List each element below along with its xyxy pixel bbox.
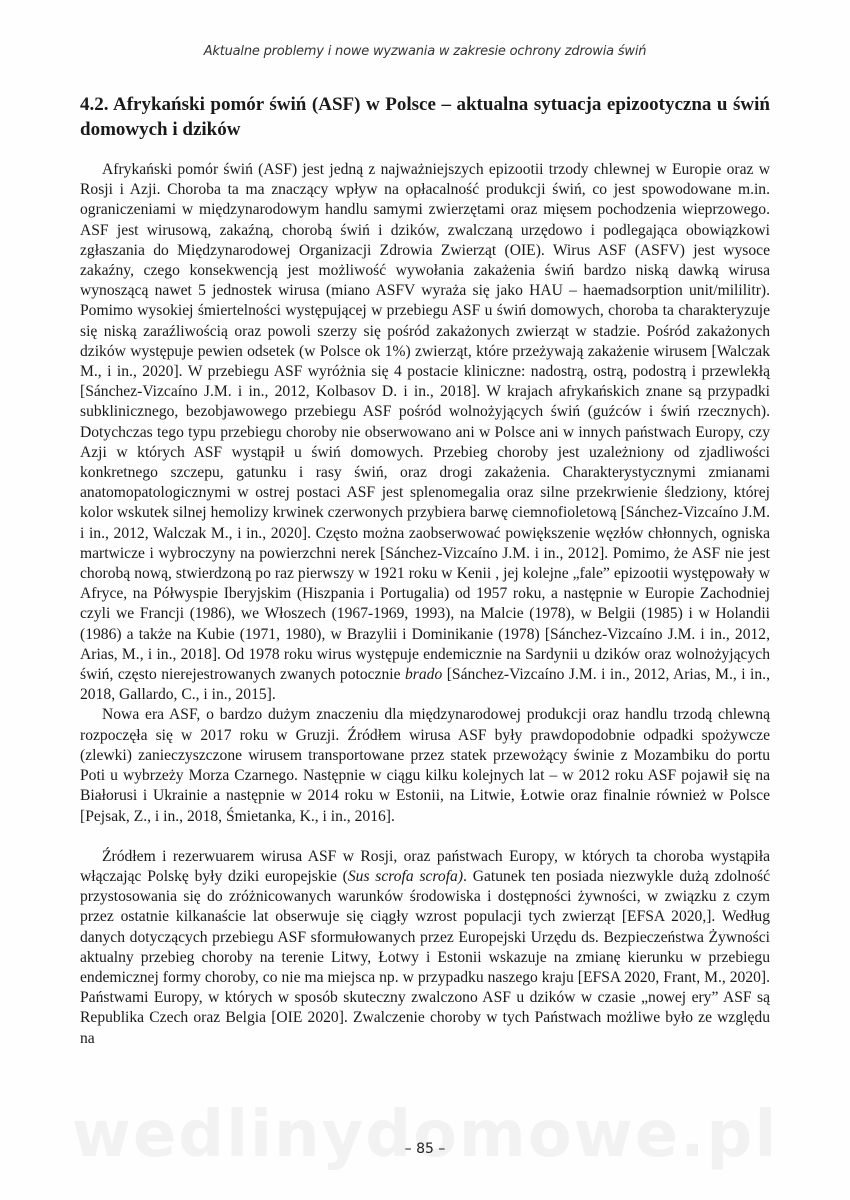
italic-species-name: Sus scrofa scrofa) bbox=[347, 867, 464, 885]
watermark bbox=[0, 1098, 850, 1172]
page-number: – 85 – bbox=[404, 1141, 446, 1157]
page-content bbox=[80, 92, 770, 1049]
paragraph-text: Źródłem i rezerwuarem wirusa ASF w Rosji, oraz państwach Europy, w których ta choroba wystąpiła włączając Polskę były dziki europejskie ( bbox=[80, 847, 770, 885]
paragraph-2 bbox=[80, 705, 770, 826]
section-title: 4.2. Afrykański pomór świń (ASF) w Polsce – aktualna sytuacja epizootyczna u świń domowych i dzików bbox=[80, 94, 770, 140]
italic-term-brado: brado bbox=[405, 666, 443, 684]
paragraph-text: Afrykański pomór świń (ASF) jest jedną z najważniejszych epizootii trzody chlewnej w Europie oraz w Rosji i Azji. Choroba ta ma znaczący wpływ na opłacalność produkcji świń, co jest spowodowane m.in. ograniczeniami w międzynarodowym handlu samymi zwierzętami oraz mięsem pochodzenia wieprzowego. ASF jest wirusową, zakaźną, chorobą świń i dzików, zwalczaną urzędowo i podlegająca obowiązkowi zgłaszania do Międzynarodowej Organizacji Zdrowia Zwierząt (OIE). Wirus ASF (ASFV) jest wysoce zakaźny, czego konsekwencją jest możliwość wywołania zakażenia świń bardzo niską dawką wirusa wynoszącą nawet 5 jednostek wirusa (miano ASFV wyraża się jako HAU – haemadsorption unit/mililitr). Pomimo wysokiej śmiertelności występującej w przebiegu ASF u świń domowych, choroba ta charakteryzuje się niską zaraźliwością oraz powoli szerzy się pośród zakażonych zwierząt w stadzie. Pośród zakażonych dzików występuje pewien odsetek (w Polsce ok 1%) zwierząt, które przeżywają zakażenie wirusem [Walczak M., i in., 2020]. W przebiegu ASF wyróżnia się 4 postacie kliniczne: nadostrą, ostrą, podostrą i przewlekłą [Sánchez-Vizcaíno J.M. i in., 2012, Kolbasov D. i in., 2018]. W krajach afrykańskich znane są przypadki subklinicznego, bezobjawowego przebiegu ASF pośród wolnożyjących świń (guźców i świń rzecznych). Dotychczas tego typu przebiegu choroby nie obserwowano ani w Polsce ani w innych państwach Europy, czy Azji w których ASF wystąpił u świń domowych. Przebieg choroby jest uzależniony od zjadliwości konkretnego szczepu, gatunku i rasy świń, oraz drogi zakażenia. Charakterystycznymi zmianami anatomopatologicznymi w ostrej postaci ASF jest splenomegalia oraz silne przekrwienie śledziony, której kolor wskutek silnej hemolizy krwinek czerwonych przybiera barwę ciemnofioletową [Sánchez-Vizcaíno J.M. i in., 2012, Walczak M., i in., 2020]. Często można zaobserwować powiększenie węzłów chłonnych, ogniska martwicze i wybroczyny na powierzchni nerek [Sánchez-Vizcaíno J.M. i in., 2012]. Pomimo, że ASF nie jest chorobą nową, stwierdzoną po raz pierwszy w 1921 roku w Kenii , jej kolejne „fale” epizootii występowały w Afryce, na Półwyspie Iberyjskim (Hiszpania i Portugalia) od 1957 roku, a następnie w Europie Zachodniej czyli we Francji (1986), we Włoszech (1967-1969, 1993), na Malcie (1978), w Belgii (1985) i w Holandii (1986) a także na Kubie (1971, 1980), w Brazylii i Dominikanie (1978) [Sánchez-Vizcaíno J.M. i in., 2012, Arias, M., i in., 2018]. Od 1978 roku wirus występuje endemicznie na Sardynii u dzików oraz wolnożyjących świń, często nierejestrowanych zwanych potocznie bbox=[80, 161, 770, 684]
running-header: Aktualne problemy i nowe wyzwania w zakresie ochrony zdrowia świń bbox=[203, 44, 647, 59]
paragraph-1 bbox=[80, 160, 770, 705]
paragraph-3 bbox=[80, 847, 770, 1049]
paragraph-text: Nowa era ASF, o bardzo dużym znaczeniu dla międzynarodowej produkcji oraz handlu trzodą chlewną rozpoczęła się w 2017 roku w Gruzji. Źródłem wirusa ASF były prawdopodobnie odpadki spożywcze (zlewki) zanieczyszczone wirusem transportowane przez statek przewożący świnie z Mozambiku do portu Poti u wybrzeży Morza Czarnego. Następnie w ciągu kilku kolejnych lat – w 2012 roku ASF pojawił się na Białorusi i Ukrainie a następnie w 2014 roku w Estonii, na Litwie, Łotwie oraz finalnie również w Polsce [Pejsak, Z., i in., 2018, Śmietanka, K., i in., 2016]. bbox=[80, 706, 770, 825]
paragraph-text: . Gatunek ten posiada niezwykle dużą zdolność przystosowania się do zróżnicowanych warunków środowiska i dostępności żywności, w związku z czym przez ostatnie kilkanaście lat obserwuje się ciągły wzrost populacji tych zwierząt [EFSA 2020,]. Według danych dotyczących przebiegu ASF sformułowanych przez Europejski Urzędu ds. Bezpieczeństwa Żywności aktualny przebieg choroby na terenie Litwy, Łotwy i Estonii wskazuje na zmianę kierunku w przebiegu endemicznej formy choroby, co nie ma miejsca np. w przypadku naszego kraju [EFSA 2020, Frant, M., 2020]. Państwami Europy, w których w sposób skuteczny zwalczono ASF u dzików w czasie „nowej ery” ASF są Republika Czech oraz Belgia [OIE 2020]. Zwalczenie choroby w tych Państwach możliwe było ze względu na bbox=[80, 867, 770, 1047]
paragraph-text: [Sánchez-Vizcaíno J.M. i in., 2012, Arias, M., i in., 2018, Gallardo, C., i in., 2015]. bbox=[80, 666, 770, 704]
